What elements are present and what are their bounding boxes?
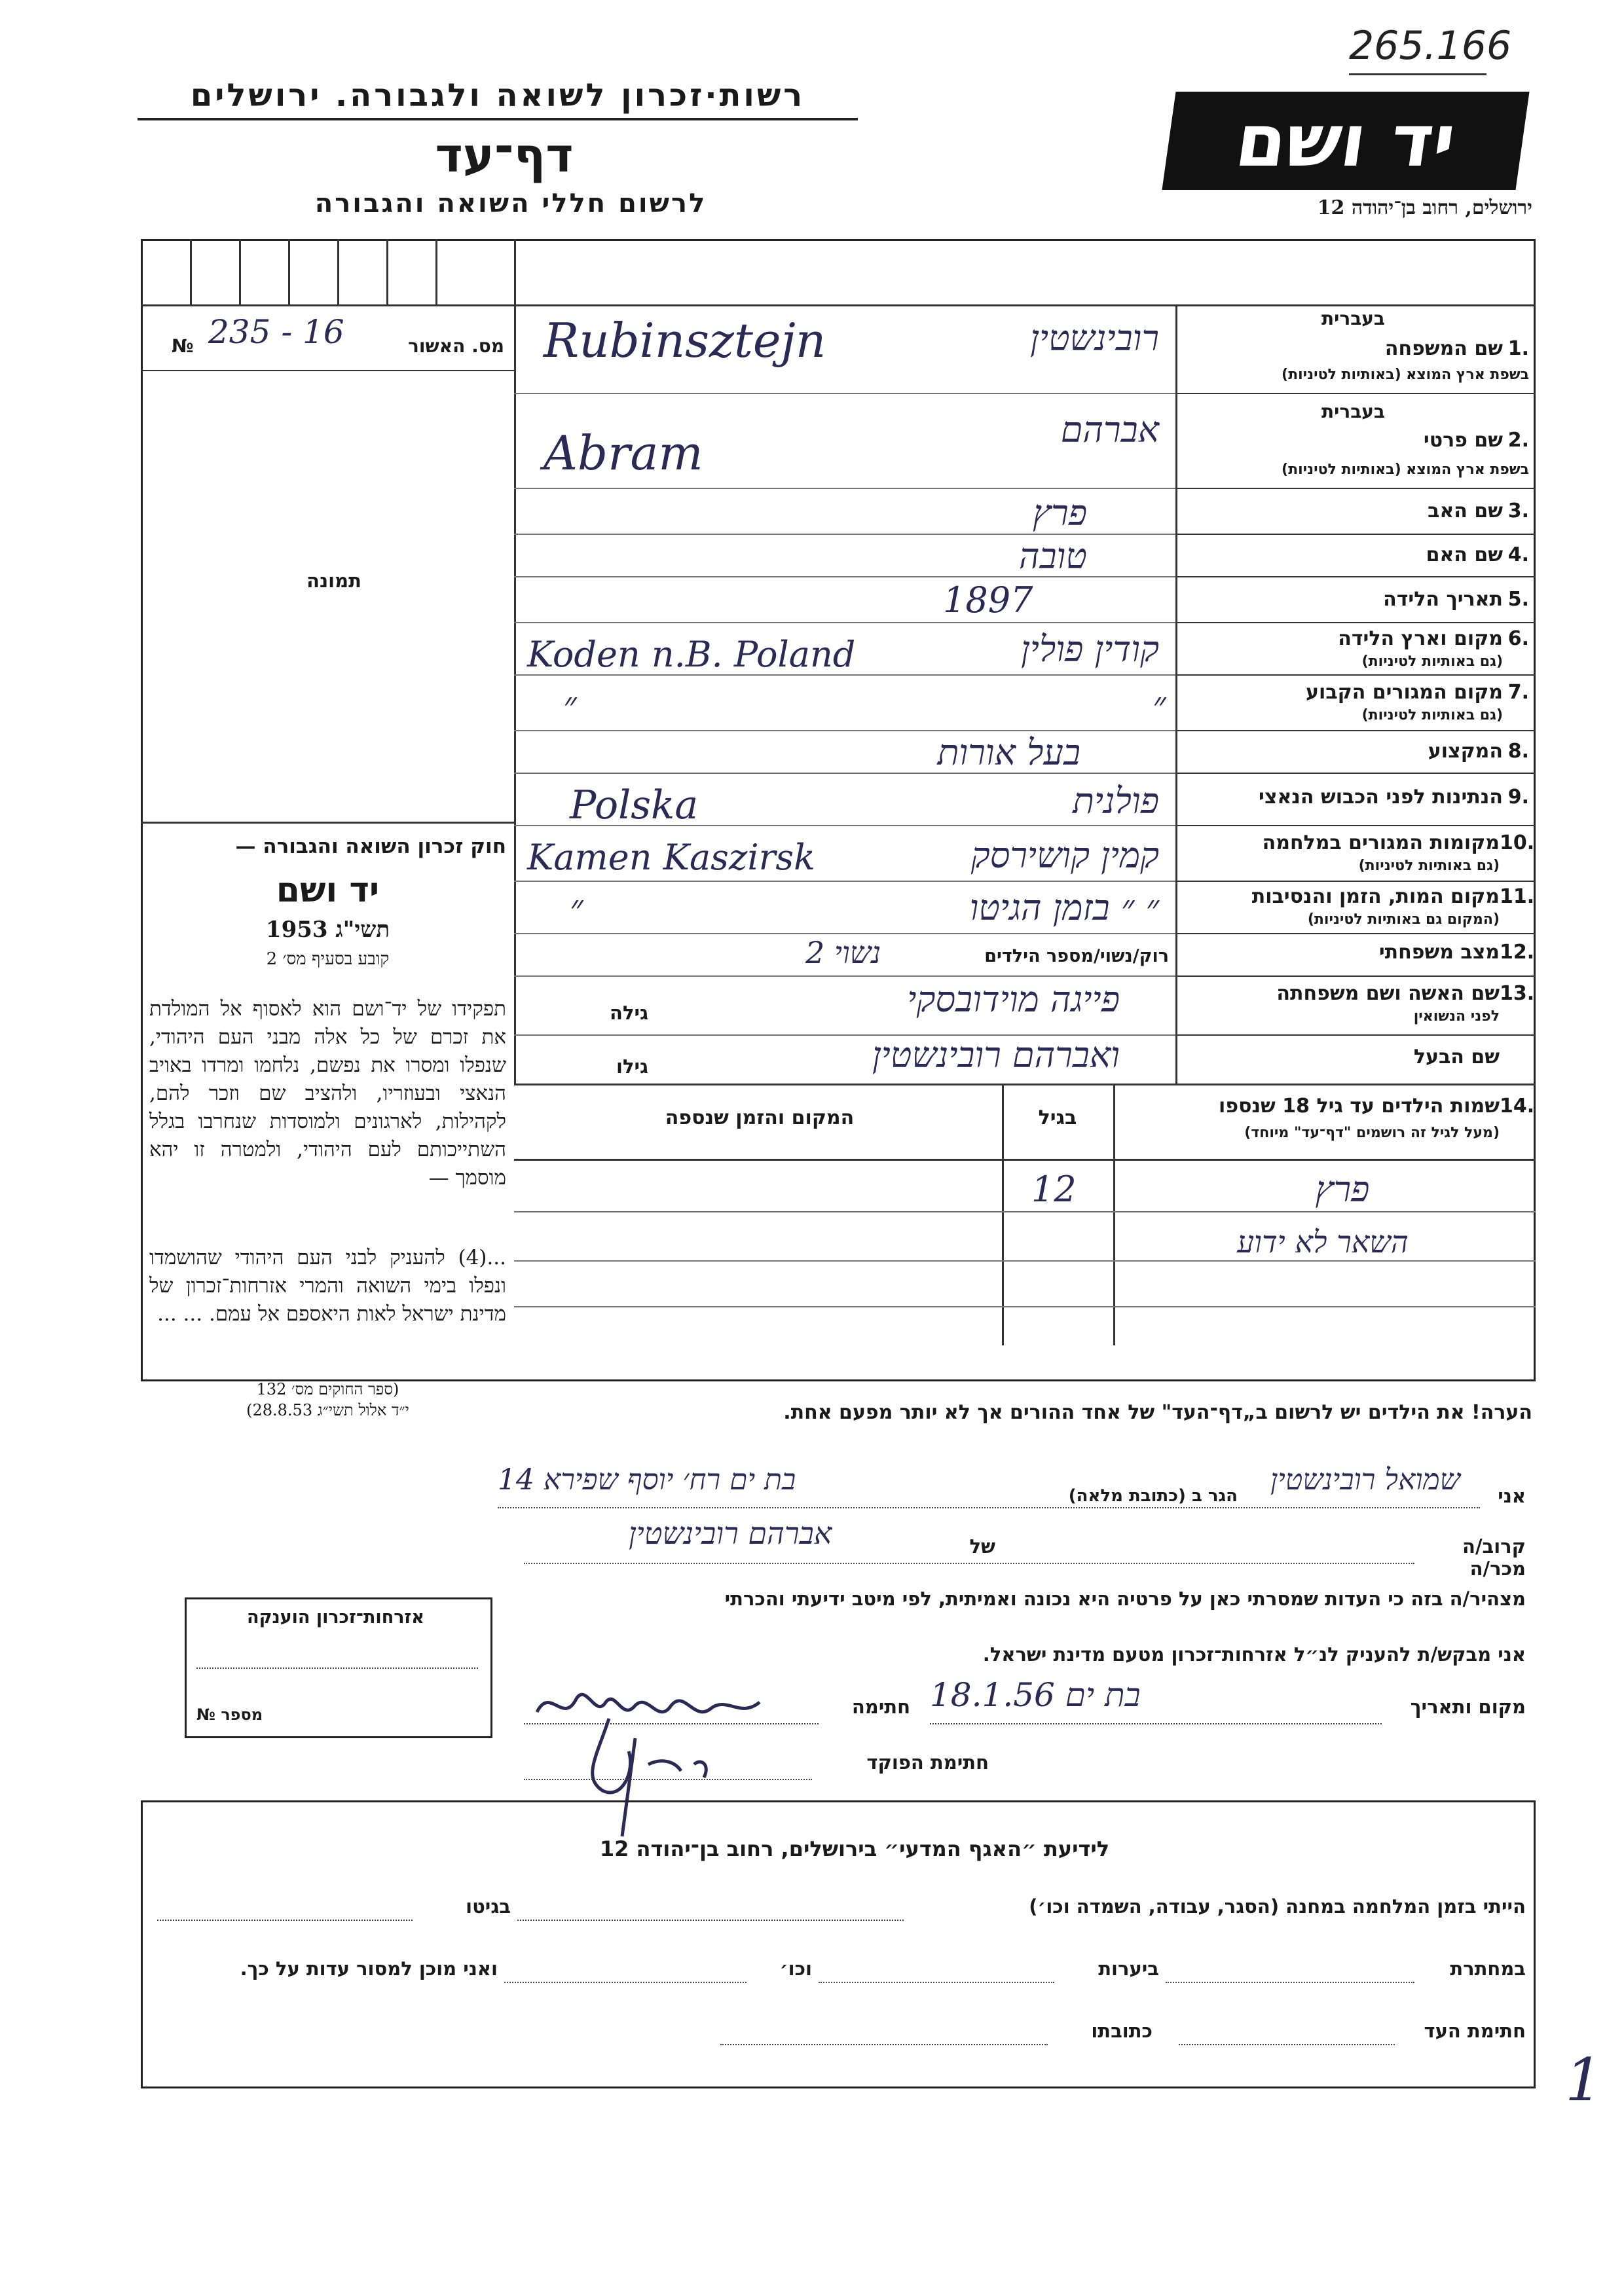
intel-witness-sig-dotted-line [1179,2043,1395,2045]
field-7-sub: (גם באותיות לטיניות) [1361,707,1503,723]
row-line [514,304,1536,306]
husband-label: שם הבעל [1413,1046,1500,1068]
witness-name: שמואל רובינשטין [1270,1463,1460,1497]
grid-line [288,239,290,304]
row-line [1175,975,1536,977]
approval-underline [141,370,514,371]
field-11-number: 11. [1500,885,1535,908]
field-1-sub: בשפת ארץ המוצא (באותיות לטיניות) [1282,367,1529,383]
row-line [1175,730,1536,731]
intel-etc-dotted-line [504,1980,747,1983]
row-line [1175,393,1536,394]
left-column-divider [514,239,516,1084]
row-line [1175,881,1536,882]
wife-age-label: גילה [610,1002,648,1024]
field-13-value: פייגה מוידובסקי [907,979,1120,1020]
child-2-name: השאר לא ידוע [1237,1224,1409,1260]
field-13-sub: לפני הנשואין [1413,1008,1500,1025]
entry-line [514,975,1175,977]
field-8-value: בעל אורות [937,732,1080,773]
children-title: שמות הילדים עד גיל 18 שנספו [1219,1095,1500,1118]
address-dotted-line [498,1506,1480,1508]
place-date-dotted-line [930,1722,1382,1724]
field-12-label: מצב משפחתי [1378,941,1500,964]
field-4-label: שם האם [1426,543,1503,566]
label-column-divider [1175,304,1177,1084]
form-subtitle: לרשום חללי השואה והגבורה [314,189,707,219]
yad-vashem-logo: יד ושם [1162,92,1529,190]
approval-no-symbol: № [172,335,194,357]
field-9-label: הנתינות לפני הכבוש הנאצי [1259,786,1503,809]
institution-address: ירושלים, רחוב בן־יהודה 12 [1317,196,1532,219]
witness-address: בת ים רח׳ יוסף שפירא 14 [498,1463,796,1497]
photo-label: תמונה [306,570,361,592]
approval-number-value: 235 - 16 [208,313,344,351]
row-line [1175,534,1536,535]
grid-line [386,239,388,304]
field-10-number: 10. [1500,831,1535,854]
field-10-value-latin: Kamen Kaszirsk [527,837,815,878]
field-4-number: 4. [1507,543,1529,566]
field-10-sub: (גם באותיות לטיניות) [1358,858,1500,874]
statement-text: מצהיר/ה בזה כי העדות שמסרתי כאן על פרטיה היא נכונה ואמיתית, לפי מיטב ידיעתי והכרתי [724,1588,1526,1610]
signature-label: חתימה [851,1696,910,1718]
husband-value: ואברהם רובינשטין [872,1034,1120,1076]
declaration-ani: אני [1498,1485,1526,1507]
law-source-date: י״ד אלול תשי״ג 28.8.53) [246,1401,409,1419]
row-line [1175,576,1536,577]
row-line [1175,1034,1536,1036]
law-paragraph-2: ...(4) להעניק לבני העם היהודי שהושמדו ונפלו בימי השואה והמרי אזרחות־זכרון של מדינת ישראל לאות היאספם אל עמם. ... ... [149,1246,506,1326]
intel-witness-sig-label: חתימת העד [1424,2020,1526,2042]
grid-line [337,239,339,304]
request-text: אני מבקש/ת להעניק לנ״ל אזרחות־זכרון מטעם מדינת ישראל. [982,1643,1526,1666]
intel-forests-dotted-line [819,1980,1054,1983]
field-6-sub: (גם באותיות לטיניות) [1361,653,1503,670]
field-7-number: 7. [1507,681,1529,704]
intel-forests-label: ביערות [1098,1958,1159,1980]
intel-camp-text: הייתי בזמן המלחמה במחנה (הסגר, עבודה, השמדה וכו׳) [1029,1895,1526,1918]
relative-dotted-line [524,1561,1414,1564]
ref-number-underline [1349,73,1486,75]
children-header-line [514,1159,1536,1161]
field-9-value-latin: Polska [570,782,699,828]
law-name: יד ושם [276,871,380,910]
authority-underline [138,118,858,120]
row-line [1175,674,1536,676]
law-clause-ref: קובע בסעיף מס׳ 2 [266,949,390,969]
intel-underground-dotted-line [1166,1980,1414,1983]
row-line [1175,488,1536,489]
field-2-value-latin: Abram [544,426,703,481]
field-5-number: 5. [1507,588,1529,611]
children-subtitle: (מעל לגיל זה רושמים "דף־עד" מיוחד) [1244,1125,1500,1141]
children-row-line [514,1306,1536,1307]
entry-line [514,488,1175,489]
certificate-number-label: מספר № [196,1705,263,1724]
row-line [1175,622,1536,623]
field-6-number: 6. [1507,627,1529,650]
field-2-lang: בעברית [1321,401,1385,422]
of-label: של [969,1535,995,1558]
note-text: הערה! את הילדים יש לרשום ב„דף־העד" של אחד ההורים אך לא יותר מפעם אחת. [783,1401,1532,1424]
children-row-line [514,1211,1536,1212]
field-11-value-hebrew: ״ ״ בזמן הגיטו [969,887,1159,928]
photo-bottom-line [141,822,514,824]
field-2-label: שם פרטי [1423,429,1503,452]
place-date-value: בת ים 18.1.56 [930,1676,1141,1714]
intel-underground-label: במחתרת [1450,1958,1526,1980]
field-2-number: 2. [1507,429,1529,452]
row-line [1175,933,1536,934]
field-4-value: טובה [1018,536,1087,577]
entry-line [514,393,1175,394]
entry-line [514,622,1175,623]
field-7-label: מקום המגורים הקבוע [1306,681,1503,704]
children-place-header: המקום והזמן שנספה [665,1106,855,1129]
intel-camp-dotted-line [517,1918,904,1921]
certificate-title: אזרחות־זכרון הוענקה [247,1607,424,1628]
certificate-dotted-line [196,1666,478,1669]
authority-heading: רשות·זכרון לשואה ולגבורה. ירושלים [190,77,805,114]
place-date-label: מקום ותאריך [1410,1696,1526,1718]
page-mark: 1 [1565,2046,1603,2115]
field-1-label: שם המשפחה [1384,337,1503,360]
relative-value: אברהם רובינשטין [629,1516,832,1551]
field-8-number: 8. [1507,740,1529,763]
residing-label: הגר ב (כתובת מלאה) [1068,1486,1238,1506]
entry-line [514,933,1175,934]
grid-line [239,239,241,304]
field-3-number: 3. [1507,500,1529,522]
field-11-value-latin: ״ [570,887,583,928]
signature-dotted-line [524,1722,819,1724]
entry-line [514,730,1175,731]
child-1-name: פרץ [1315,1169,1370,1210]
field-13-label: שם האשה ושם משפחתה [1276,982,1500,1005]
form-title: דף־עד [435,128,574,183]
field-8-label: המקצוע [1428,740,1503,763]
field-9-value-hebrew: פולנית [1072,780,1159,822]
field-12-value: נשוי 2 [805,935,881,970]
field-5-label: תאריך הלידה [1383,588,1503,611]
field-1-value-hebrew: רובינשטין [1030,318,1159,359]
approval-label: מס. האשור [408,335,504,357]
field-11-sub: (המקום גם באותיות לטיניות) [1307,911,1500,928]
intel-ghetto-label: בגיטו [466,1895,511,1918]
row-line [514,1084,1536,1085]
law-year: תשי"ג 1953 [265,917,390,943]
law-paragraph-1: תפקידו של יד־ושם הוא לאסוף אל המולדת את זכרם של כל אלה מבני העם היהודי, שנפלו ומסרו את נפשם, נלחמו ומרדו באויב הנאצי ובעוזריו, ולהציב שם וזכר להם, לקהילות, לארגונים ולמוסדות שנחרבו בגלל השתייכותם לעם היהודי, ולמטרה זו יהא מוסמך — [149,997,506,1190]
field-12-number: 12. [1500,941,1535,964]
field-6-value-hebrew: קודין פולין [1021,629,1159,670]
children-number: 14. [1500,1095,1535,1118]
intel-address-dotted-line [720,2043,1048,2045]
field-5-value: 1897 [943,579,1033,621]
husband-age-label: גילו [616,1055,648,1078]
field-12-inline-label: רוק/נשוי/מספר הילדים [984,946,1169,966]
field-1-number: 1. [1507,337,1529,360]
field-10-label: מקומות המגורים במלחמה [1262,831,1500,854]
field-9-number: 9. [1507,786,1529,809]
children-row-line [514,1260,1536,1262]
child-1-age: 12 [1031,1169,1077,1210]
entry-line [514,534,1175,535]
intel-address-label: כתובתו [1091,2020,1153,2042]
law-heading: חוק זכרון השואה והגבורה — [235,835,506,858]
intel-ready-text: ואני מוכן למסור עדות על כך. [240,1958,498,1980]
field-3-label: שם האב [1428,500,1503,522]
entry-line [514,881,1175,882]
intel-etc-label: וכו׳ [779,1958,812,1980]
field-1-lang: בעברית [1321,308,1385,329]
handwritten-ref-number: 265.166 [1349,23,1512,69]
field-13-number: 13. [1500,982,1535,1005]
field-7-value-hebrew: ״ [1153,684,1166,725]
law-source: (ספר החוקים מס׳ 132 [256,1380,399,1398]
field-10-value-hebrew: קמין קושירסק [970,835,1159,876]
intel-ghetto-dotted-line [157,1918,413,1921]
field-6-value-latin: Koden n.B. Poland [527,634,856,675]
grid-line [190,239,192,304]
children-age-header: בגיל [1038,1106,1077,1129]
field-11-label: מקום המות, הזמן והנסיבות [1251,885,1500,908]
field-2-value-hebrew: אברהם [1060,409,1159,450]
grid-line [435,239,437,304]
row-line [1175,773,1536,774]
field-2-sub: בשפת ארץ המוצא (באותיות לטיניות) [1282,462,1529,478]
relative-label: קרוב/ה מכר/ה [1462,1535,1526,1580]
official-sig-dotted-line [524,1777,812,1780]
field-3-value: פרץ [1033,492,1087,534]
official-signature-label: חתימת הפוקד [866,1751,989,1774]
field-6-label: מקום וארץ הלידה [1338,627,1503,650]
field-7-value-latin: ״ [563,684,577,725]
field-1-value-latin: Rubinsztejn [544,313,826,368]
row-line [1175,825,1536,826]
intel-title: לידיעת ״האגף המדעי״ בירושלים, רחוב בן־יהודה 12 [599,1836,1110,1861]
grid-line [141,304,514,306]
